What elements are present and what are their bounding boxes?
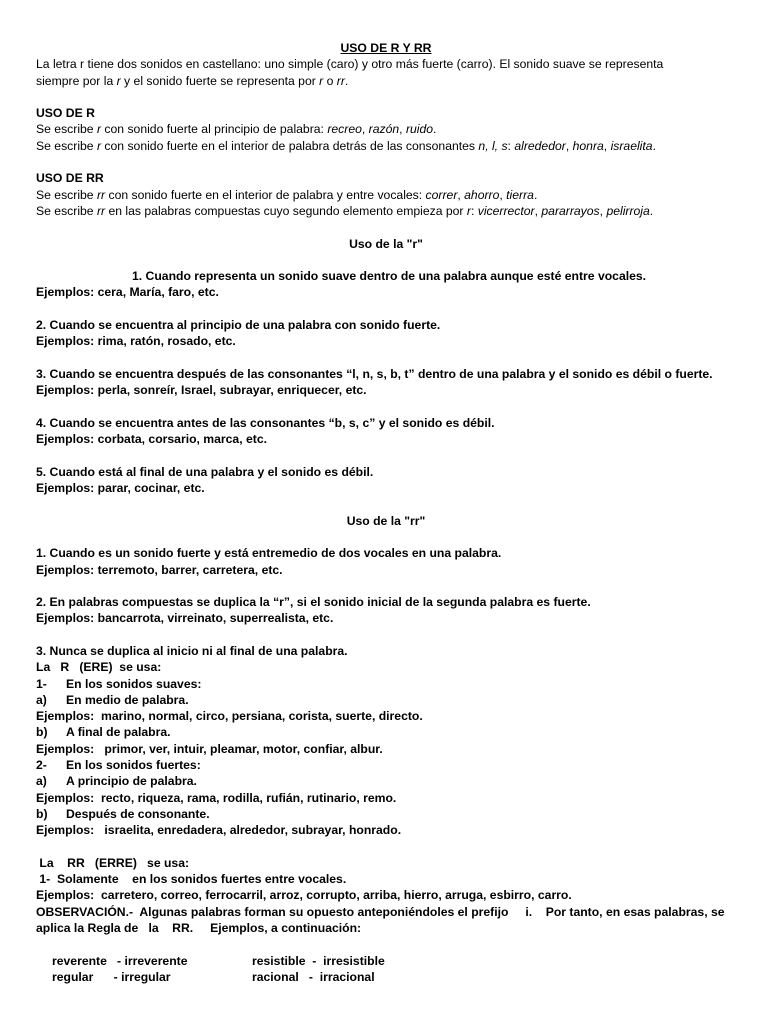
rr-rule-2: 2. En palabras compuestas se duplica la “r”, si el sonido inicial de la segunda palabra es fuerte.	[36, 595, 591, 610]
la-r-line-6: 2- En los sonidos fuertes:	[36, 758, 201, 773]
la-rr-line-1: 1- Solamente en los sonidos fuertes entre vocales.	[36, 872, 347, 887]
la-r-line-10: Ejemplos: israelita, enredadera, alrededor, subrayar, honrado.	[36, 823, 402, 838]
rr-examples-1: Ejemplos: terremoto, barrer, carretera, etc.	[36, 562, 283, 577]
la-r-heading: La R (ERE) se usa:	[36, 660, 162, 675]
uso-rr-line-1: Se escribe rr con sonido fuerte en el interior de palabra y entre vocales: correr, ahorro, tierra.	[36, 187, 538, 202]
uso-rr-line-2: Se escribe rr en las palabras compuestas cuyo segundo elemento empieza por r: vicerrector, pararrayos, pelirroja.	[36, 203, 654, 218]
r-examples-3: Ejemplos: perla, sonreír, Israel, subrayar, enriquecer, etc.	[36, 383, 367, 398]
la-r-line-9: b) Después de consonante.	[36, 806, 210, 821]
rr-section-heading: Uso de la "rr"	[346, 513, 426, 528]
la-r-line-4: b) A final de palabra.	[36, 725, 171, 740]
observation-line-2: aplica la Regla de la RR. Ejemplos, a continuación:	[36, 921, 362, 936]
uso-r-line-1: Se escribe r con sonido fuerte al principio de palabra: recreo, razón, ruido.	[36, 122, 437, 137]
rr-rule-1: 1. Cuando es un sonido fuerte y está entremedio de dos vocales en una palabra.	[36, 546, 502, 561]
rr-examples-2: Ejemplos: bancarrota, virreinato, superrealista, etc.	[36, 611, 334, 626]
la-r-line-5: Ejemplos: primor, ver, intuir, pleamar, motor, confiar, albur.	[36, 741, 383, 756]
r-examples-4: Ejemplos: corbata, corsario, marca, etc.	[36, 432, 267, 447]
uso-r-heading: USO DE R	[36, 106, 95, 121]
la-r-line-8: Ejemplos: recto, riqueza, rama, rodilla, rufián, rutinario, remo.	[36, 790, 397, 805]
r-examples-1: Ejemplos: cera, María, faro, etc.	[36, 285, 219, 300]
la-r-line-3: Ejemplos: marino, normal, circo, persiana, corista, suerte, directo.	[36, 709, 423, 724]
intro-line-2: siempre por la r y el sonido fuerte se representa por r o rr.	[36, 73, 349, 88]
r-rule-3: 3. Cuando se encuentra después de las consonantes “l, n, s, b, t” dentro de una palabra y el sonido es débil o fuerte.	[36, 366, 713, 381]
r-rule-4: 4. Cuando se encuentra antes de las consonantes “b, s, c” y el sonido es débil.	[36, 415, 495, 430]
observation-line-1: OBSERVACIÓN.- Algunas palabras forman su opuesto anteponiéndoles el prefijo i. Por tanto, en esas palabras, se	[36, 904, 725, 919]
r-rule-2: 2. Cuando se encuentra al principio de una palabra con sonido fuerte.	[36, 318, 441, 333]
r-rule-5: 5. Cuando está al final de una palabra y el sonido es débil.	[36, 464, 374, 479]
la-r-line-7: a) A principio de palabra.	[36, 774, 197, 789]
r-section-heading: Uso de la "r"	[349, 236, 423, 251]
word-pair-row-2: regular - irregular racional - irracional	[52, 969, 375, 984]
uso-rr-heading: USO DE RR	[36, 171, 104, 186]
document-title: USO DE R Y RR	[340, 41, 432, 55]
la-rr-line-2: Ejemplos: carretero, correo, ferrocarril, arroz, corrupto, arriba, hierro, arruga, esbirro, carro.	[36, 888, 572, 903]
uso-r-line-2: Se escribe r con sonido fuerte en el interior de palabra detrás de las consonantes n, l, s: alrededor, honra, israelita.	[36, 138, 656, 153]
r-examples-5: Ejemplos: parar, cocinar, etc.	[36, 481, 205, 496]
word-pair-row-1: reverente - irreverente resistible - irresistible	[52, 953, 385, 968]
intro-line-1: La letra r tiene dos sonidos en castellano: uno simple (caro) y otro más fuerte (carro). El sonido suave se representa	[36, 57, 664, 72]
la-r-line-2: a) En medio de palabra.	[36, 692, 189, 707]
la-r-line-1: 1- En los sonidos suaves:	[36, 676, 202, 691]
r-examples-2: Ejemplos: rima, ratón, rosado, etc.	[36, 334, 236, 349]
rr-rule-3: 3. Nunca se duplica al inicio ni al final de una palabra.	[36, 643, 348, 658]
r-rule-1: 1. Cuando representa un sonido suave dentro de una palabra aunque esté entre vocales.	[132, 269, 647, 284]
document-page	[36, 40, 736, 985]
la-rr-heading: La RR (ERRE) se usa:	[36, 855, 190, 870]
